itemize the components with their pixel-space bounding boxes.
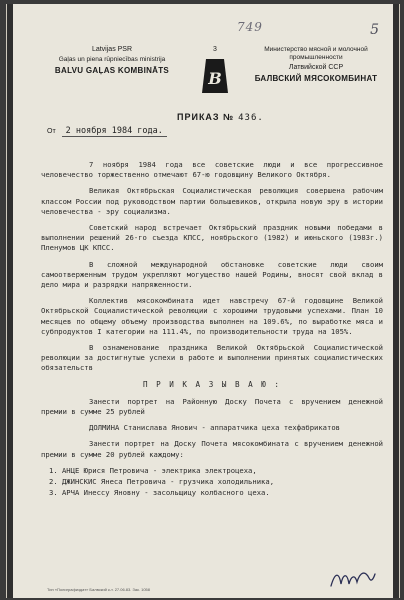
- letterhead-russian: [251, 46, 381, 83]
- svg-text:B: B: [208, 69, 222, 88]
- date-value: 2 ноября 1984 года.: [62, 126, 167, 137]
- scan-edge-right: [393, 4, 399, 598]
- paragraph: Занести портрет на Районную Доску Почета с вручением денежной премии в сумме 25 рублей: [41, 396, 383, 417]
- paragraph: Занести портрет на Доску Почета мясокомбината с вручением денежной премии в сумме 20 рублей каждому:: [41, 439, 383, 459]
- letterhead-emblem: [195, 46, 235, 99]
- republic-name: Latvijas PSR: [91, 46, 133, 53]
- date-prefix: От: [47, 128, 56, 135]
- order-number: 436.: [238, 113, 264, 123]
- corner-mark: 5: [370, 22, 379, 38]
- order-title: [177, 112, 264, 123]
- list-item: 1. АНЦЕ Юрися Петровича - электрика электроцеха,: [49, 465, 257, 475]
- order-date: [47, 126, 167, 136]
- letterhead-latvian: [47, 46, 177, 75]
- factory-logo-icon: [200, 57, 230, 95]
- page-marker: 3: [213, 46, 217, 53]
- paragraph: В ознаменование праздника Великой Октябрьской Социалистической революции за достигнутые успехи в работе и выполнении принятых социалистических обязательств: [41, 343, 383, 373]
- paragraph: 7 ноября 1984 года все советские люди и все прогрессивное человечество торжественно отмечают 67-ю годовщину Великого Октября.: [41, 160, 383, 180]
- order-label: ПРИКАЗ №: [177, 112, 235, 122]
- paragraph: Советский народ встречает Октябрьский праздник новыми победами в выполнении решений 26-го съезда КПСС, ноябрьского (1982) и июньского (1983г.) Пленумов ЦК КПСС.: [41, 223, 383, 253]
- republic-name-ru: Латвийской ССР: [288, 64, 344, 71]
- order-body: [41, 160, 383, 499]
- combine-name: BALVU GAĻAS KOMBINĀTS: [54, 66, 170, 75]
- print-note: Тип «Полиграфиздат» Балвский к-т. 27.06.83. Зак. 1058: [47, 587, 150, 592]
- scan-edge-left: [7, 4, 13, 598]
- paragraph: Коллектив мясокомбината идет навстречу 67-й годовщине Великой Октябрьской Социалистической революции с хорошими трудовыми успехами. План 10 месяцев по общему объему производства выполнен на 109.6%, по выработке мяса и субпродуктов I категории на 111.4%, по производительности труда на 105%.: [41, 296, 383, 336]
- ministry-name-ru: Министерство мясной и молочной промышленности: [264, 46, 368, 61]
- list-item: 3. АРЧА Инессу Яновну - засольщицу колбасного цеха.: [49, 488, 270, 498]
- paragraph: ДОЛМИНА Станислава Янович - аппаратчика цеха техфабрикатов: [89, 423, 340, 433]
- paragraph: Великая Октябрьская Социалистическая революция совершена рабочим классом России под руководством партии большевиков, открыла новую эру в истории человечества - эру социализма.: [41, 186, 383, 216]
- combine-name-ru: БАЛВСКИЙ МЯСОКОМБИНАТ: [254, 74, 378, 83]
- list-item: 2. ДЖИНСКИС Янеса Петровича - грузчика холодильника,: [49, 477, 275, 487]
- paragraph: В сложной международной обстановке советские люди своим самоотверженным трудом укрепляют могущество нашей Родины, вносят свой вклад в дело мира и разрядки напряженности.: [41, 259, 383, 290]
- order-heading: П Р И К А З Ы В А Ю :: [142, 379, 281, 389]
- document-page: [6, 4, 400, 598]
- ministry-name: Gaļas un piena rūpniecības ministrija: [58, 56, 166, 63]
- handwritten-number: 749: [237, 20, 263, 34]
- signature: [327, 566, 379, 592]
